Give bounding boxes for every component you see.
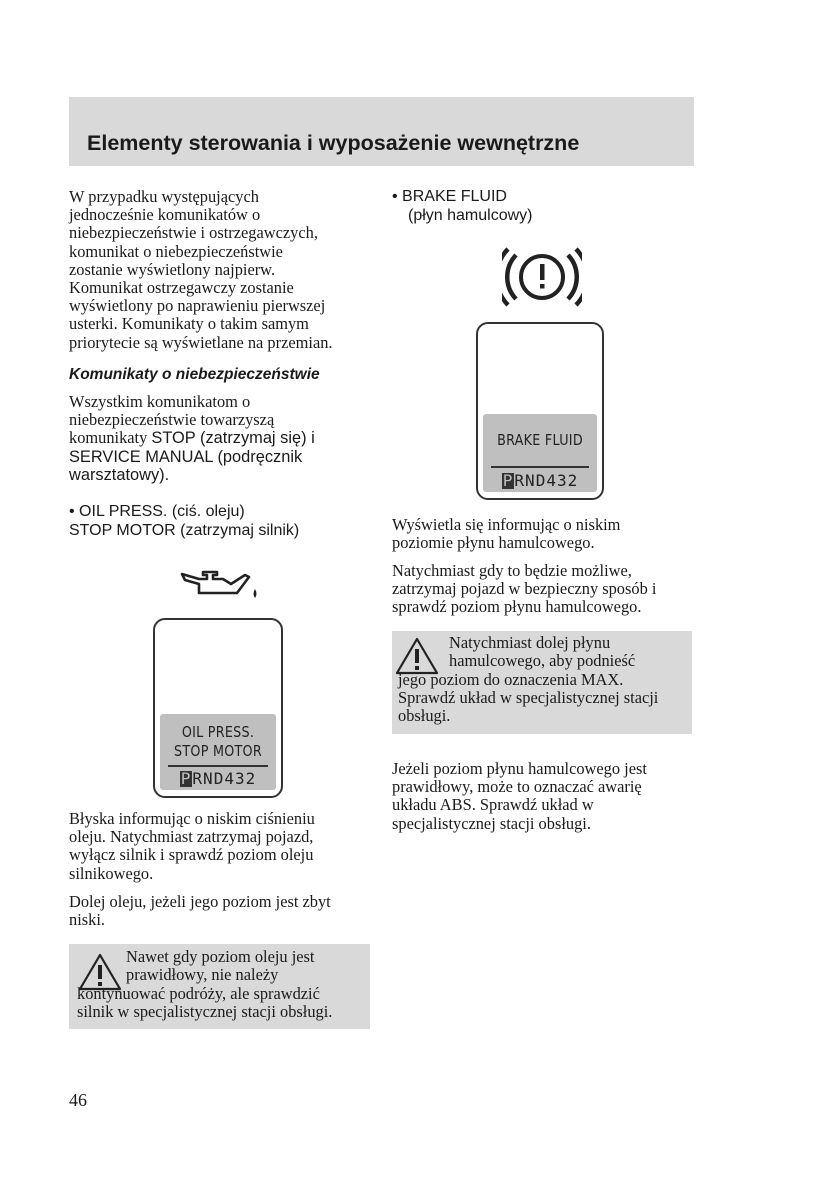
bullet-icon: • bbox=[69, 503, 80, 520]
bullet-brake-fluid bbox=[392, 188, 532, 225]
brake-fluid-display bbox=[476, 322, 604, 500]
text-line: komunikat o niebezpieczeństwie bbox=[69, 241, 283, 261]
display-message-area bbox=[160, 714, 276, 790]
gear-rest: RND432 bbox=[514, 471, 579, 490]
warning-line: hamulcowego, aby podnieść bbox=[449, 651, 636, 670]
gear-indicator bbox=[483, 471, 597, 490]
oil-info-paragraph bbox=[69, 810, 315, 883]
display-line: BRAKE FLUID bbox=[497, 431, 583, 449]
text-line: usterki. Komunikaty o takim samym bbox=[69, 314, 309, 334]
gear-rest: RND432 bbox=[192, 769, 257, 788]
display-divider bbox=[491, 466, 589, 468]
brake-warning-box bbox=[392, 631, 692, 734]
warning-line: kontynuować podróży, ale sprawdzić bbox=[77, 984, 320, 1003]
text-line: układu ABS. Sprawdź układ w bbox=[392, 795, 594, 815]
text-line: sprawdź poziom płynu hamulcowego. bbox=[392, 597, 642, 617]
text-line: silnikowego. bbox=[69, 863, 154, 883]
text-line: zostanie wyświetlony najpierw. bbox=[69, 259, 276, 279]
text-line bbox=[69, 429, 315, 447]
brake-stop-paragraph bbox=[392, 562, 656, 617]
text-line: specjalistycznej stacji obsługi. bbox=[392, 813, 591, 833]
text-line: jednocześnie komunikatów o bbox=[69, 205, 261, 225]
warning-line: prawidłowy, nie należy bbox=[126, 965, 279, 984]
section-intro-paragraph bbox=[69, 393, 315, 484]
gear-p: P bbox=[180, 769, 192, 788]
text-line: Dolej oleju, jeżeli jego poziom jest zbyt bbox=[69, 892, 331, 911]
bullet-oil-press bbox=[69, 503, 299, 540]
warning-line: silnik w specjalistycznej stacji obsługi. bbox=[77, 1002, 333, 1021]
header-bar bbox=[69, 97, 694, 166]
gear-p: P bbox=[502, 471, 514, 490]
intro-paragraph bbox=[69, 188, 333, 352]
text-line: Błyska informując o niskim ciśnieniu bbox=[69, 809, 315, 828]
text-line: W przypadku występujących bbox=[69, 187, 259, 206]
brake-warning-icon bbox=[502, 245, 582, 309]
text-line: warsztatowy). bbox=[69, 465, 170, 484]
text-line: Wyświetla się informując o niskim bbox=[392, 515, 621, 534]
text-line: Jeżeli poziom płynu hamulcowego jest bbox=[392, 759, 647, 778]
warning-line: jego poziom do oznaczenia MAX. bbox=[398, 670, 624, 689]
text-line: priorytecie są wyświetlane na przemian. bbox=[69, 332, 333, 352]
warning-line: Nawet gdy poziom oleju jest bbox=[126, 947, 315, 966]
bullet-text: OIL PRESS. (ciś. oleju) bbox=[79, 503, 245, 520]
warning-line: obsługi. bbox=[398, 706, 451, 725]
oil-refill-paragraph bbox=[69, 893, 331, 929]
oil-warning-box bbox=[69, 944, 370, 1029]
brake-info-paragraph bbox=[392, 516, 620, 552]
page-title: Elementy sterowania i wyposażenie wewnętrzne bbox=[87, 131, 580, 155]
text-line: SERVICE MANUAL (podręcznik bbox=[69, 447, 303, 466]
text-line: wyświetlony po naprawieniu pierwszej bbox=[69, 296, 326, 316]
display-line: OIL PRESS. bbox=[181, 723, 255, 741]
gear-indicator bbox=[160, 769, 276, 788]
bullet-icon: • bbox=[392, 188, 403, 205]
bullet-text: (płyn hamulcowy) bbox=[408, 206, 533, 224]
display-line: STOP MOTOR bbox=[174, 742, 262, 760]
text-line: niebezpieczeństwie towarzyszą bbox=[69, 410, 275, 430]
oil-can-icon bbox=[179, 565, 261, 601]
display-message-area bbox=[483, 414, 597, 492]
text-line: prawidłowy, może to oznaczać awarię bbox=[392, 777, 642, 797]
text-line: poziomie płynu hamulcowego. bbox=[392, 533, 595, 553]
text-line: zatrzymaj pojazd w bezpieczny sposób i bbox=[392, 579, 657, 599]
text-line: niski. bbox=[69, 910, 105, 930]
bullet-text: BRAKE FLUID bbox=[402, 188, 507, 205]
abs-paragraph bbox=[392, 760, 647, 833]
text-line: Natychmiast gdy to będzie możliwe, bbox=[392, 561, 632, 580]
section-heading: Komunikaty o niebezpieczeństwie bbox=[69, 366, 320, 383]
text-line: niebezpieczeństwie i ostrzegawczych, bbox=[69, 223, 318, 243]
text-line: Komunikat ostrzegawczy zostanie bbox=[69, 278, 294, 298]
oil-pressure-display bbox=[153, 618, 283, 798]
warning-line: Sprawdź układ w specjalistycznej stacji bbox=[398, 688, 659, 707]
warning-line: Natychmiast dolej płynu bbox=[449, 633, 611, 652]
bullet-text: STOP MOTOR (zatrzymaj silnik) bbox=[69, 521, 300, 539]
display-divider bbox=[168, 765, 268, 767]
text-line: wyłącz silnik i sprawdź poziom oleju bbox=[69, 845, 314, 865]
text-line: Wszystkim komunikatom o bbox=[69, 392, 251, 411]
text-line: oleju. Natychmiast zatrzymaj pojazd, bbox=[69, 827, 314, 847]
text-sans: STOP (zatrzymaj się) i bbox=[151, 429, 315, 448]
page-number: 46 bbox=[69, 1090, 87, 1110]
text-serif: komunikaty bbox=[69, 428, 152, 448]
